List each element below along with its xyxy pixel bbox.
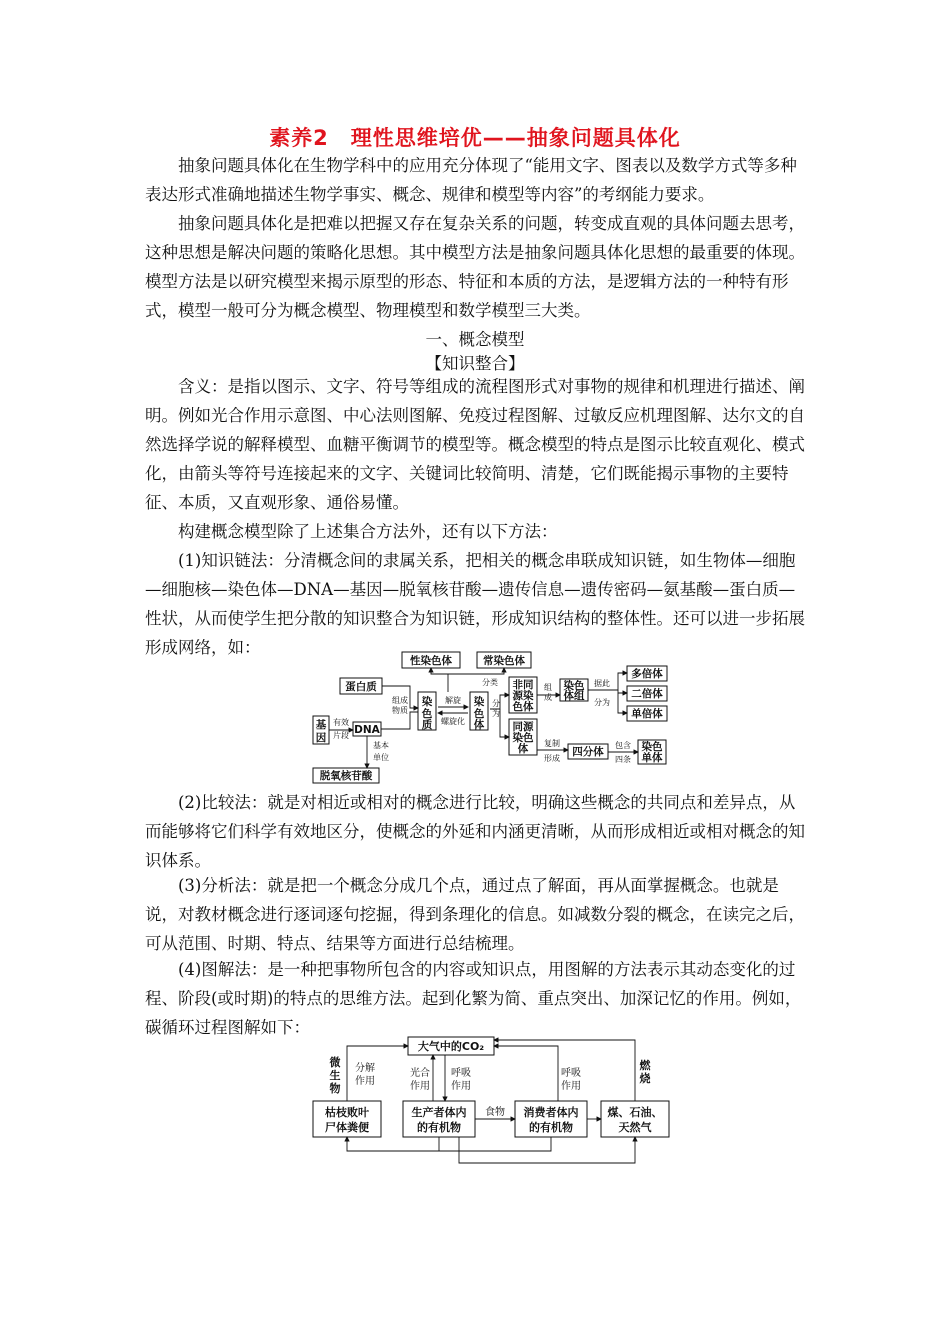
fossil-line-1: 煤、石油、 [607,1106,663,1119]
polyploid-box: 多倍体 [631,668,663,680]
chromosome-concept-diagram [300,646,690,788]
method-analysis: (3)分析法：就是把一个概念分成几个点，通过点了解面，再从面掌握概念。也就是说，对教材概念进行逐词逐句挖掘，得到条理化的信息。如减数分裂的概念，在读完之后，可从范围、时期、特点、结果等方面进行总结梳理。 [145,876,805,953]
classify-label: 分类 [482,678,498,687]
replicate-label-2: 形成 [544,754,560,763]
chromatid-line-2: 单体 [641,752,663,764]
chromatid-line-1: 染色 [641,741,663,753]
composed-label-2: 物质 [392,706,408,715]
diploid-box: 二倍体 [631,688,663,700]
sex-chromosome-box: 性染色体 [410,655,452,667]
microbe-char-2: 生 [329,1069,341,1082]
unwind-label: 解旋 [445,696,461,705]
photosynthesis-label-2: 作用 [410,1081,430,1092]
respiration2-label-2: 作用 [561,1081,581,1092]
fossil-line-2: 天然气 [618,1121,652,1134]
spiral-label: 螺旋化 [441,717,465,726]
protein-box: 蛋白质 [345,681,377,693]
nonhomolog-line-2: 源染 [512,690,534,702]
chromosome-char-3: 体 [473,719,485,731]
gene-char-1: 基 [315,719,327,731]
decompose-label-2: 作用 [355,1076,375,1087]
method-knowledge-chain: (1)知识链法：分清概念间的隶属关系，把相关的概念串联成知识链，如生物体—细胞—细胞核—染色体—DNA—基因—脱氧核苷酸—遗传信息—遗传密码—氨基酸—蛋白质—性状，从而使学生把分散的知识整合为知识链，形成知识结构的整体性。还可以进一步拓展形成网络，如： [145,551,805,657]
genome-line-2: 体组 [563,690,585,702]
page-title: 素养2 理性思维培优——抽象问题具体化 [269,126,681,150]
autosome-box: 常染色体 [483,655,525,667]
intro-paragraph-2: 抽象问题具体化是把难以把握又存在复杂关系的问题，转变成直观的具体问题去思考，这种思想是解决问题的策略化思想。其中模型方法是抽象问题具体化思想的最重要的体现。模型方法是以研究模型来揭示原型的形态、特征和本质的方法，是逻辑方法的一种特有形式，模型一般可分为概念模型、物理模型和数学模型三大类。 [145,214,805,320]
contain-label-1: 包含 [615,741,631,750]
respiration1-label-1: 呼吸 [451,1068,471,1079]
chromosome-char-2: 色 [473,708,485,720]
litter-line-2: 尸体粪便 [325,1121,369,1134]
tetrad-box: 四分体 [572,746,604,758]
method-comparison: (2)比较法：就是对相近或相对的概念进行比较，明确这些概念的共同点和差异点，从而能够将它们科学有效地区分，使概念的外延和内涵更清晰，从而形成相近或相对概念的知识体系。 [145,793,805,870]
nonhomolog-line-3: 色体 [512,701,534,713]
effective-label-2: 片段 [333,731,349,740]
intro-paragraph-1: 抽象问题具体化在生物学科中的应用充分体现了“能用文字、图表以及数学方式等多种表达形式准确地描述生物学事实、概念、规律和模型等内容”的考纲能力要求。 [145,156,797,204]
food-label: 食物 [485,1107,505,1118]
nonhomolog-line-1: 非同 [512,679,534,691]
basis-label-1: 据此 [594,679,610,688]
homolog-line-3: 体 [517,743,529,755]
carbon-cycle-diagram [305,1036,675,1168]
contain-label-2: 四条 [615,755,631,764]
litter-line-1: 枯枝败叶 [325,1106,369,1119]
atmosphere-co2-box: 大气中的CO₂ [417,1040,485,1053]
divide-label-2: 为 [492,709,500,718]
consumer-line-1: 消费者体内 [523,1106,579,1119]
basis-label-2: 分为 [594,698,610,707]
haploid-box: 单倍体 [631,708,663,720]
respiration1-label-2: 作用 [451,1081,471,1092]
respiration2-label-1: 呼吸 [561,1068,581,1079]
zucheng-label-1: 组 [544,683,552,692]
consumer-line-2: 的有机物 [529,1121,573,1134]
homolog-line-2: 染色 [512,732,534,744]
nucleotide-box: 脱氧核苷酸 [319,770,373,782]
chromatin-char-2: 色 [421,708,433,720]
basic-unit-label-1: 基本 [373,741,389,750]
basic-unit-label-2: 单位 [373,753,389,762]
producer-line-2: 的有机物 [417,1121,461,1134]
dna-box: DNA [354,724,380,736]
homolog-line-1: 同源 [512,721,534,733]
burn-char-1: 燃 [639,1059,651,1072]
burn-char-2: 烧 [639,1072,651,1085]
chromatin-char-1: 染 [421,696,433,708]
method-diagram: (4)图解法：是一种把事物所包含的内容或知识点，用图解的方法表示其动态变化的过程、阶段(或时期)的特点的思维方法。起到化繁为简、重点突出、加深记忆的作用。例如，碳循环过程图解如下： [145,960,802,1037]
decompose-label-1: 分解 [355,1063,375,1074]
section-heading: 一、概念模型 [425,330,525,349]
composed-label-1: 组成 [392,696,408,705]
knowledge-heading: 【知识整合】 [425,354,525,373]
definition-paragraph: 含义：是指以图示、文字、符号等组成的流程图形式对事物的规律和机理进行描述、阐明。例如光合作用示意图、中心法则图解、免疫过程图解、过敏反应机理图解、达尔文的自然选择学说的解释模型、血糖平衡调节的模型等。概念模型的特点是图示比较直观化、模式化，由箭头等符号连接起来的文字、关键词比较简明、清楚，它们既能揭示事物的主要特征、本质，又直观形象、通俗易懂。 [145,377,805,512]
gene-char-2: 因 [315,732,327,744]
zucheng-label-2: 成 [544,693,552,702]
effective-label-1: 有效 [333,718,349,727]
microbe-char-1: 微 [329,1056,341,1069]
chromosome-char-1: 染 [473,696,485,708]
producer-line-1: 生产者体内 [411,1106,467,1119]
genome-line-1: 染色 [563,680,585,692]
replicate-label-1: 复制 [544,739,560,748]
chromatin-char-3: 质 [421,719,433,731]
microbe-char-3: 物 [329,1082,341,1095]
divide-label-1: 分 [492,699,500,708]
methods-intro: 构建概念模型除了上述集合方法外，还有以下方法： [178,522,558,541]
photosynthesis-label-1: 光合 [410,1068,430,1079]
